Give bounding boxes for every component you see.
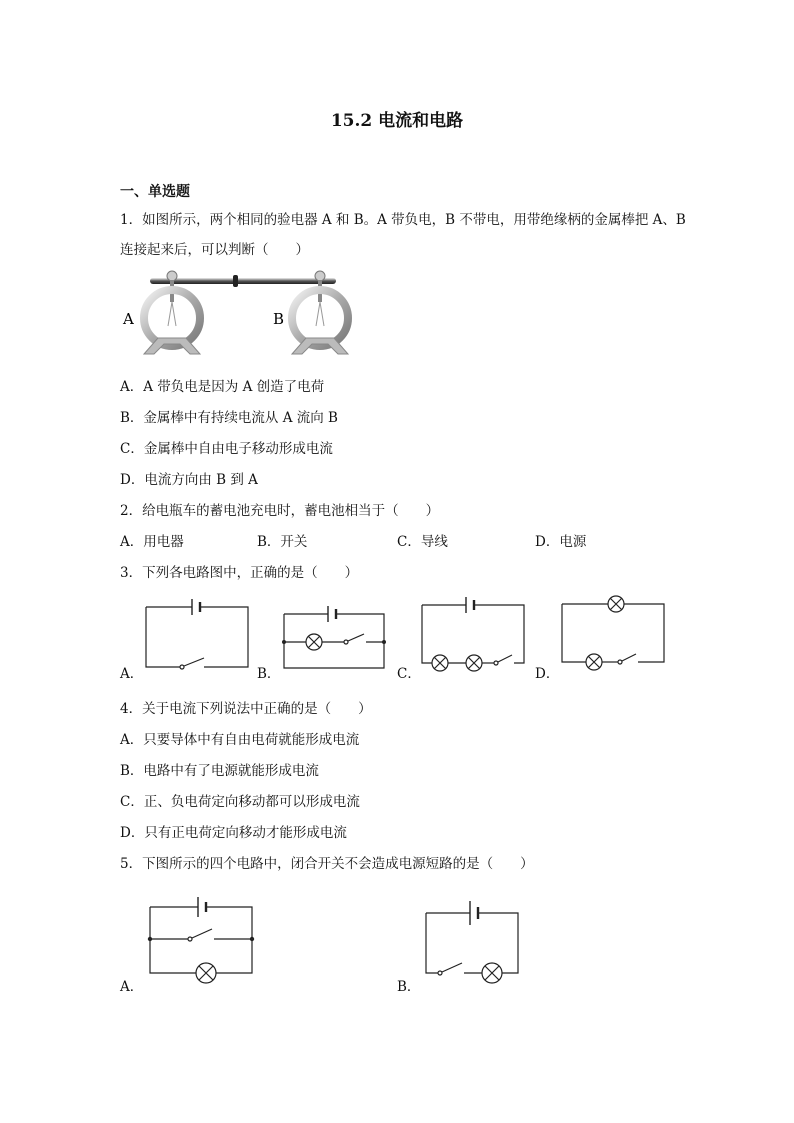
q1-option-d[interactable]: D．电流方向由 B 到 A: [120, 472, 258, 488]
q1-option-a[interactable]: A．A 带负电是因为 A 创造了电荷: [120, 379, 325, 395]
q4-option-a[interactable]: A．只要导体中有自由电荷就能形成电流: [120, 732, 360, 748]
question-1-stem-line2: 连接起来后，可以判断（ ）: [120, 242, 309, 258]
q3-circuit-c: [418, 595, 530, 677]
q3-circuit-a: [140, 595, 255, 675]
electroscope-figure: [120, 268, 360, 360]
q5-circuit-a: [144, 893, 260, 987]
insulating-handle: [233, 275, 238, 287]
q3-option-b[interactable]: B．: [257, 666, 281, 682]
q4-option-d[interactable]: D．只有正电荷定向移动才能形成电流: [120, 825, 347, 841]
question-4-stem: 4．关于电流下列说法中正确的是（ ）: [120, 701, 372, 717]
q5-option-b[interactable]: B．: [397, 979, 421, 995]
q3-circuit-d: [556, 590, 670, 676]
page-title: 15.2 电流和电路: [330, 111, 464, 131]
q2-option-c[interactable]: C．导线: [397, 534, 448, 550]
label-b: B: [273, 310, 285, 328]
q4-option-b[interactable]: B．电路中有了电源就能形成电流: [120, 763, 319, 779]
q1-option-b[interactable]: B．金属棒中有持续电流从 A 流向 B: [120, 410, 338, 426]
q1-option-c[interactable]: C．金属棒中自由电子移动形成电流: [120, 441, 333, 457]
q3-option-a[interactable]: A．: [120, 666, 144, 682]
section-heading: 一、单选题: [120, 184, 190, 200]
q4-option-c[interactable]: C．正、负电荷定向移动都可以形成电流: [120, 794, 360, 810]
q2-option-a[interactable]: A．用电器: [120, 534, 184, 550]
q3-option-c[interactable]: C．: [397, 666, 421, 682]
q5-option-a[interactable]: A．: [120, 979, 144, 995]
label-a: A: [123, 310, 134, 328]
q2-option-d[interactable]: D．电源: [535, 534, 587, 550]
question-1-stem-line1: 1．如图所示，两个相同的验电器 A 和 B。A 带负电，B 不带电，用带绝缘柄的金属棒把 A、B: [120, 212, 686, 228]
metal-rod: [150, 278, 336, 284]
q3-option-d[interactable]: D．: [535, 666, 560, 682]
question-2-stem: 2．给电瓶车的蓄电池充电时，蓄电池相当于（ ）: [120, 503, 440, 519]
question-3-stem: 3．下列各电路图中，正确的是（ ）: [120, 565, 359, 581]
question-5-stem: 5．下图所示的四个电路中，闭合开关不会造成电源短路的是（ ）: [120, 856, 534, 872]
q3-circuit-b: [280, 600, 390, 675]
q2-option-b[interactable]: B．开关: [257, 534, 308, 550]
q5-circuit-b: [420, 897, 524, 989]
